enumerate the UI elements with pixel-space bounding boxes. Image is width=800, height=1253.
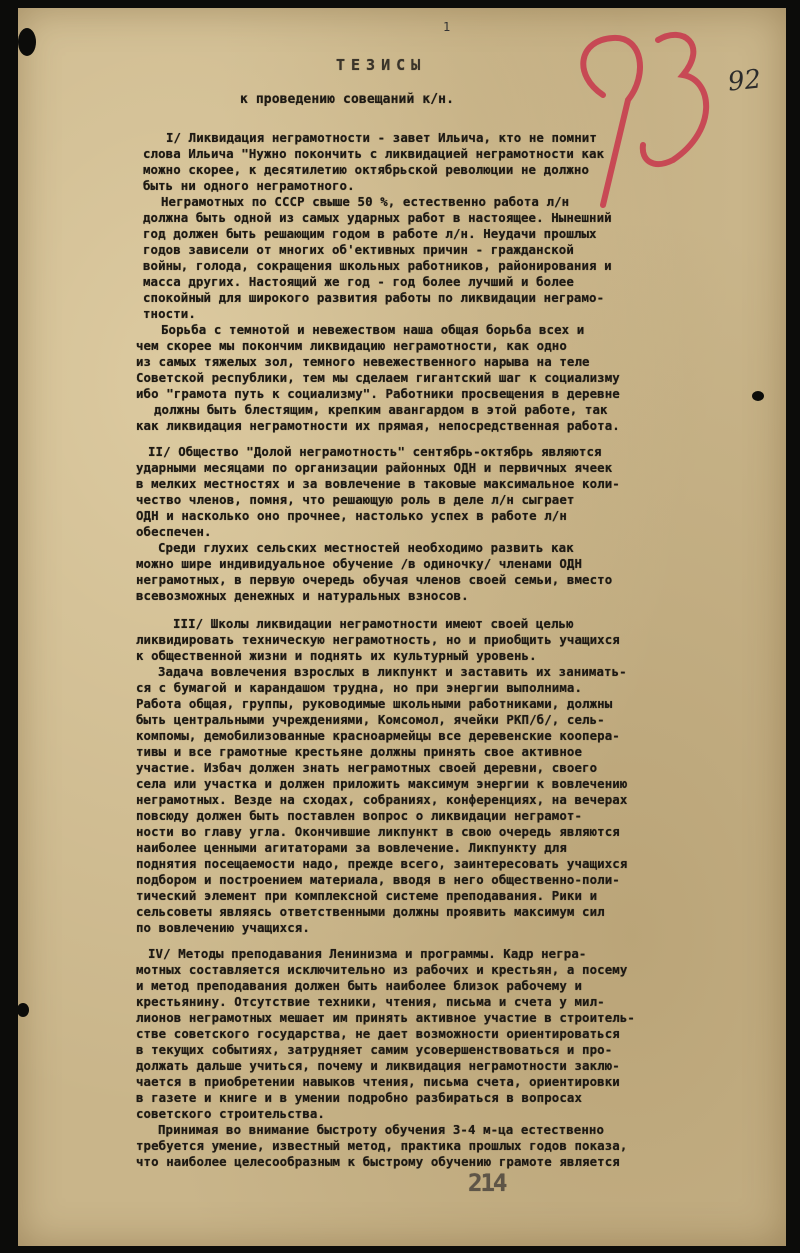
text-line: Среди глухих сельских местностей необходимо развить как <box>158 540 574 555</box>
text-line: неграмотных. Везде на сходах, собраниях, конференциях, на вечерах <box>136 792 628 807</box>
text-line: в мелких местностях и за вовлечение в таковые максимальное коли- <box>136 476 620 491</box>
text-line: всевозможных денежных и натуральных взносов. <box>136 588 469 603</box>
text-line: быть центральными учреждениями, Комсомол, ячейки РКП/б/, сель- <box>136 712 605 727</box>
text-line: год должен быть решающим годом в работе л/н. Неудачи прошлых <box>143 226 597 241</box>
text-line: Борьба с темнотой и невежеством наша общая борьба всех и <box>161 322 585 337</box>
bottom-handwritten-mark: 214 <box>468 1169 506 1197</box>
text-line: можно шире индивидуальное обучение /в одиночку/ членами ОДН <box>136 556 583 571</box>
text-line: неграмотных, в первую очередь обучая членов своей семьи, вместо <box>136 572 613 587</box>
archival-page <box>18 8 786 1246</box>
text-line: поднятия посещаемости надо, прежде всего, заинтересовать учащихся <box>136 856 628 871</box>
text-line: лионов неграмотных мешает им принять активное участие в строитель- <box>136 1010 635 1025</box>
text-line: слова Ильича "Нужно покончить с ликвидацией неграмотности как <box>143 146 605 161</box>
text-line: Принимая во внимание быстроту обучения 3-4 м-ца естественно <box>158 1122 605 1137</box>
text-line: ся с бумагой и карандашом трудна, но при энергии выполнима. <box>136 680 583 695</box>
text-line: ликвидировать техническую неграмотность, но и приобщить учащихся <box>136 632 620 647</box>
text-line: I/ Ликвидация неграмотности - завет Ильича, кто не помнит <box>166 130 597 145</box>
text-line: IV/ Методы преподавания Ленинизма и программы. Кадр негра- <box>148 946 587 961</box>
text-line: стве советского государства, не дает возможности ориентироваться <box>136 1026 620 1041</box>
text-line: ОДН и насколько оно прочнее, настолько успех в работе л/н <box>136 508 567 523</box>
document-title: ТЕЗИСЫ <box>336 56 427 74</box>
text-line: Задача вовлечения взрослых в ликпункт и заставить их занимать- <box>158 664 627 679</box>
text-line: тический элемент при комплексной системе преподавания. Рики и <box>136 888 598 903</box>
text-line: чество членов, помня, что решающую роль в деле л/н сыграет <box>136 492 575 507</box>
document-subtitle: к проведению совещаний к/н. <box>240 92 455 107</box>
text-line: сельсоветы являясь ответственными должны проявить максимум сил <box>136 904 605 919</box>
text-line: компомы, демобилизованные красноармейцы все деревенские коопера- <box>136 728 620 743</box>
text-line: в газете и книге и в умении подробно разбираться в вопросах <box>136 1090 583 1105</box>
text-line: обеспечен. <box>136 524 212 539</box>
text-line: тности. <box>143 306 196 321</box>
text-line: по вовлечению учащихся. <box>136 920 310 935</box>
text-line: советского строительства. <box>136 1106 325 1121</box>
text-line: должны быть блестящим, крепким авангардом в этой работе, так <box>154 402 608 417</box>
text-line: и метод преподавания должен быть наиболее близок рабочему и <box>136 978 583 993</box>
red-pencil-93-mark <box>533 20 743 210</box>
text-line: подбором и построением материала, вводя в него общественно-поли- <box>136 872 620 887</box>
text-line: спокойный для широкого развития работы по ликвидации неграмо- <box>143 290 605 305</box>
text-line: чается в приобретении навыков чтения, письма счета, ориентировки <box>136 1074 620 1089</box>
text-line: тивы и все грамотные крестьяне должны принять свое активное <box>136 744 583 759</box>
text-line: должать дальше учиться, почему и ликвидация неграмотности заклю- <box>136 1058 620 1073</box>
text-line: Советской республики, тем мы сделаем гигантский шаг к социализму <box>136 370 620 385</box>
text-line: крестьянину. Отсутствие техники, чтения, письма и счета у мил- <box>136 994 605 1009</box>
text-line: ибо "грамота путь к социализму". Работники просвещения в деревне <box>136 386 620 401</box>
text-line: Работа общая, группы, руководимые школьными работниками, должны <box>136 696 613 711</box>
text-line: в текущих событиях, затрудняет самим усовершенствоваться и про- <box>136 1042 613 1057</box>
text-line: чем скорее мы покончим ликвидацию неграмотности, как одно <box>136 338 567 353</box>
text-line: масса других. Настоящий же год - год более лучший и более <box>143 274 574 289</box>
text-line: повсюду должен быть поставлен вопрос о ликвидации неграмот- <box>136 808 583 823</box>
text-line: как ликвидация неграмотности их прямая, непосредственная работа. <box>136 418 620 433</box>
text-line: войны, голода, сокращения школьных работников, районирования и <box>143 258 612 273</box>
text-line: должна быть одной из самых ударных работ в настоящее. Нынешний <box>143 210 612 225</box>
text-line: можно скорее, к десятилетию октябрьской революции не должно <box>143 162 590 177</box>
folio-number: 92 <box>726 64 763 98</box>
text-line: ности во главу угла. Окончившие ликпункт в свою очередь являются <box>136 824 620 839</box>
text-line: мотных составляется исключительно из рабочих и крестьян, а посему <box>136 962 628 977</box>
text-line: к общественной жизни и поднять их культурный уровень. <box>136 648 537 663</box>
text-line: годов зависели от многих об'ективных причин - гражданской <box>143 242 574 257</box>
text-line: наиболее ценными агитаторами за вовлечение. Ликпункту для <box>136 840 567 855</box>
text-line: что наиболее целесообразным к быстрому обучению грамоте является <box>136 1154 620 1169</box>
text-line: Неграмотных по СССР свыше 50 %, естественно работа л/н <box>161 194 570 209</box>
text-line: III/ Школы ликвидации неграмотности имеют своей целью <box>173 616 574 631</box>
text-line: требуется умение, известный метод, практика прошлых годов показа, <box>136 1138 628 1153</box>
text-line: ударными месяцами по организации районных ОДН и первичных ячеек <box>136 460 613 475</box>
text-line: участие. Избач должен знать неграмотных своей деревни, своего <box>136 760 598 775</box>
page-mark: 1 <box>443 20 451 34</box>
text-line: села или участка и должен приложить максимум энергии к вовлечению <box>136 776 628 791</box>
text-line: быть ни одного неграмотного. <box>143 178 355 193</box>
text-line: II/ Общество "Долой неграмотность" сентябрь-октябрь являются <box>148 444 602 459</box>
text-line: из самых тяжелых зол, темного невежественного нарыва на теле <box>136 354 590 369</box>
